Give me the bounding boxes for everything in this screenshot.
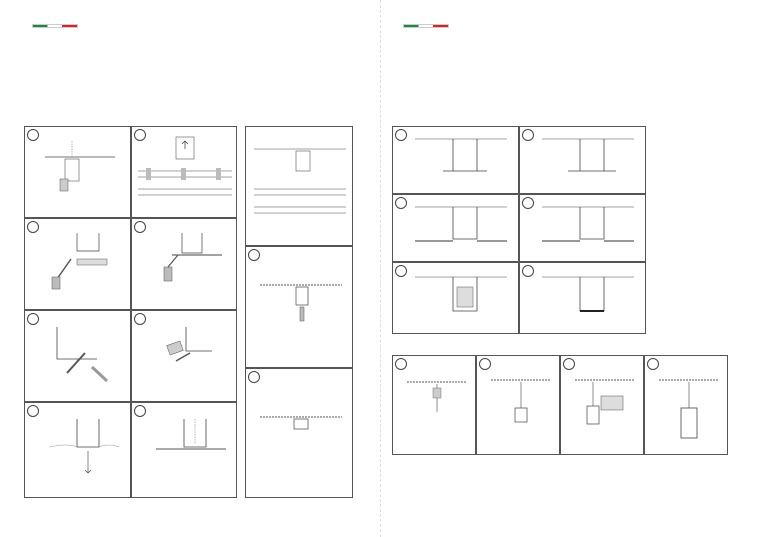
step-panel-c1-3 [392, 262, 519, 334]
stretch-ceiling-illustration [413, 199, 509, 245]
finished-track-illustration [256, 407, 346, 437]
step-panel-a6 [131, 310, 237, 402]
profile-5054-corners-illustration [540, 131, 636, 177]
suspension-mount-illustration [573, 366, 637, 430]
pendant-ceiling-illustration [405, 366, 469, 416]
step-number [395, 197, 407, 209]
step-panel-a5 [24, 310, 131, 402]
step-number [248, 249, 260, 261]
step-number [522, 197, 534, 209]
step-panel-b1 [245, 126, 353, 246]
step-number [27, 405, 39, 417]
lightstar-logo-right [395, 22, 457, 30]
step-panel-c2-1 [519, 126, 646, 194]
mounting-plate-illustration [37, 229, 121, 293]
step-panel-a1 [24, 126, 131, 218]
step-panel-a3 [24, 218, 131, 310]
step-number [248, 371, 260, 383]
insert-illustration [540, 273, 636, 319]
drywall-profile-illustration [40, 139, 120, 199]
track-in-stretch-illustration [413, 273, 509, 319]
step-number [134, 405, 146, 417]
step-number [134, 313, 146, 325]
step-panel-c2-3 [519, 262, 646, 334]
drywall-screwing-illustration [142, 225, 232, 291]
step-panel-a8 [131, 402, 237, 498]
brackets-spacing-illustration [136, 135, 234, 201]
stretch-ceiling-5054-illustration [540, 199, 636, 245]
step-panel-c1-2 [392, 194, 519, 262]
italian-flag-stripe [32, 24, 78, 28]
cable-adjust-illustration [489, 366, 553, 426]
step-number [522, 265, 534, 277]
step-panel-d2 [476, 355, 560, 455]
step-panel-d4 [644, 355, 728, 455]
pendant-finished-illustration [657, 366, 721, 442]
step-number [395, 265, 407, 277]
track-mount-illustration [39, 413, 123, 479]
step-number [522, 129, 534, 141]
step-panel-d3 [560, 355, 644, 455]
step-number [395, 129, 407, 141]
step-panel-d1 [392, 355, 476, 455]
step-panel-b2 [245, 246, 353, 368]
gap-detail-illustration [146, 413, 230, 477]
step-number [27, 129, 39, 141]
italian-flag-stripe [403, 24, 449, 28]
step-panel-a4 [131, 218, 237, 310]
lightstar-logo-left [24, 22, 86, 30]
step-panel-a2 [131, 126, 237, 218]
step-panel-b3 [245, 368, 353, 498]
inner-corner-illustration [37, 323, 123, 383]
surface-mount-holes-illustration [252, 137, 348, 221]
page-divider [380, 0, 381, 537]
profile-corners-illustration [413, 131, 509, 177]
putty-illustration [146, 321, 230, 383]
step-panel-a7 [24, 402, 131, 498]
step-panel-c1-1 [392, 126, 519, 194]
step-panel-c2-2 [519, 194, 646, 262]
ceiling-screw-illustration [256, 269, 346, 329]
